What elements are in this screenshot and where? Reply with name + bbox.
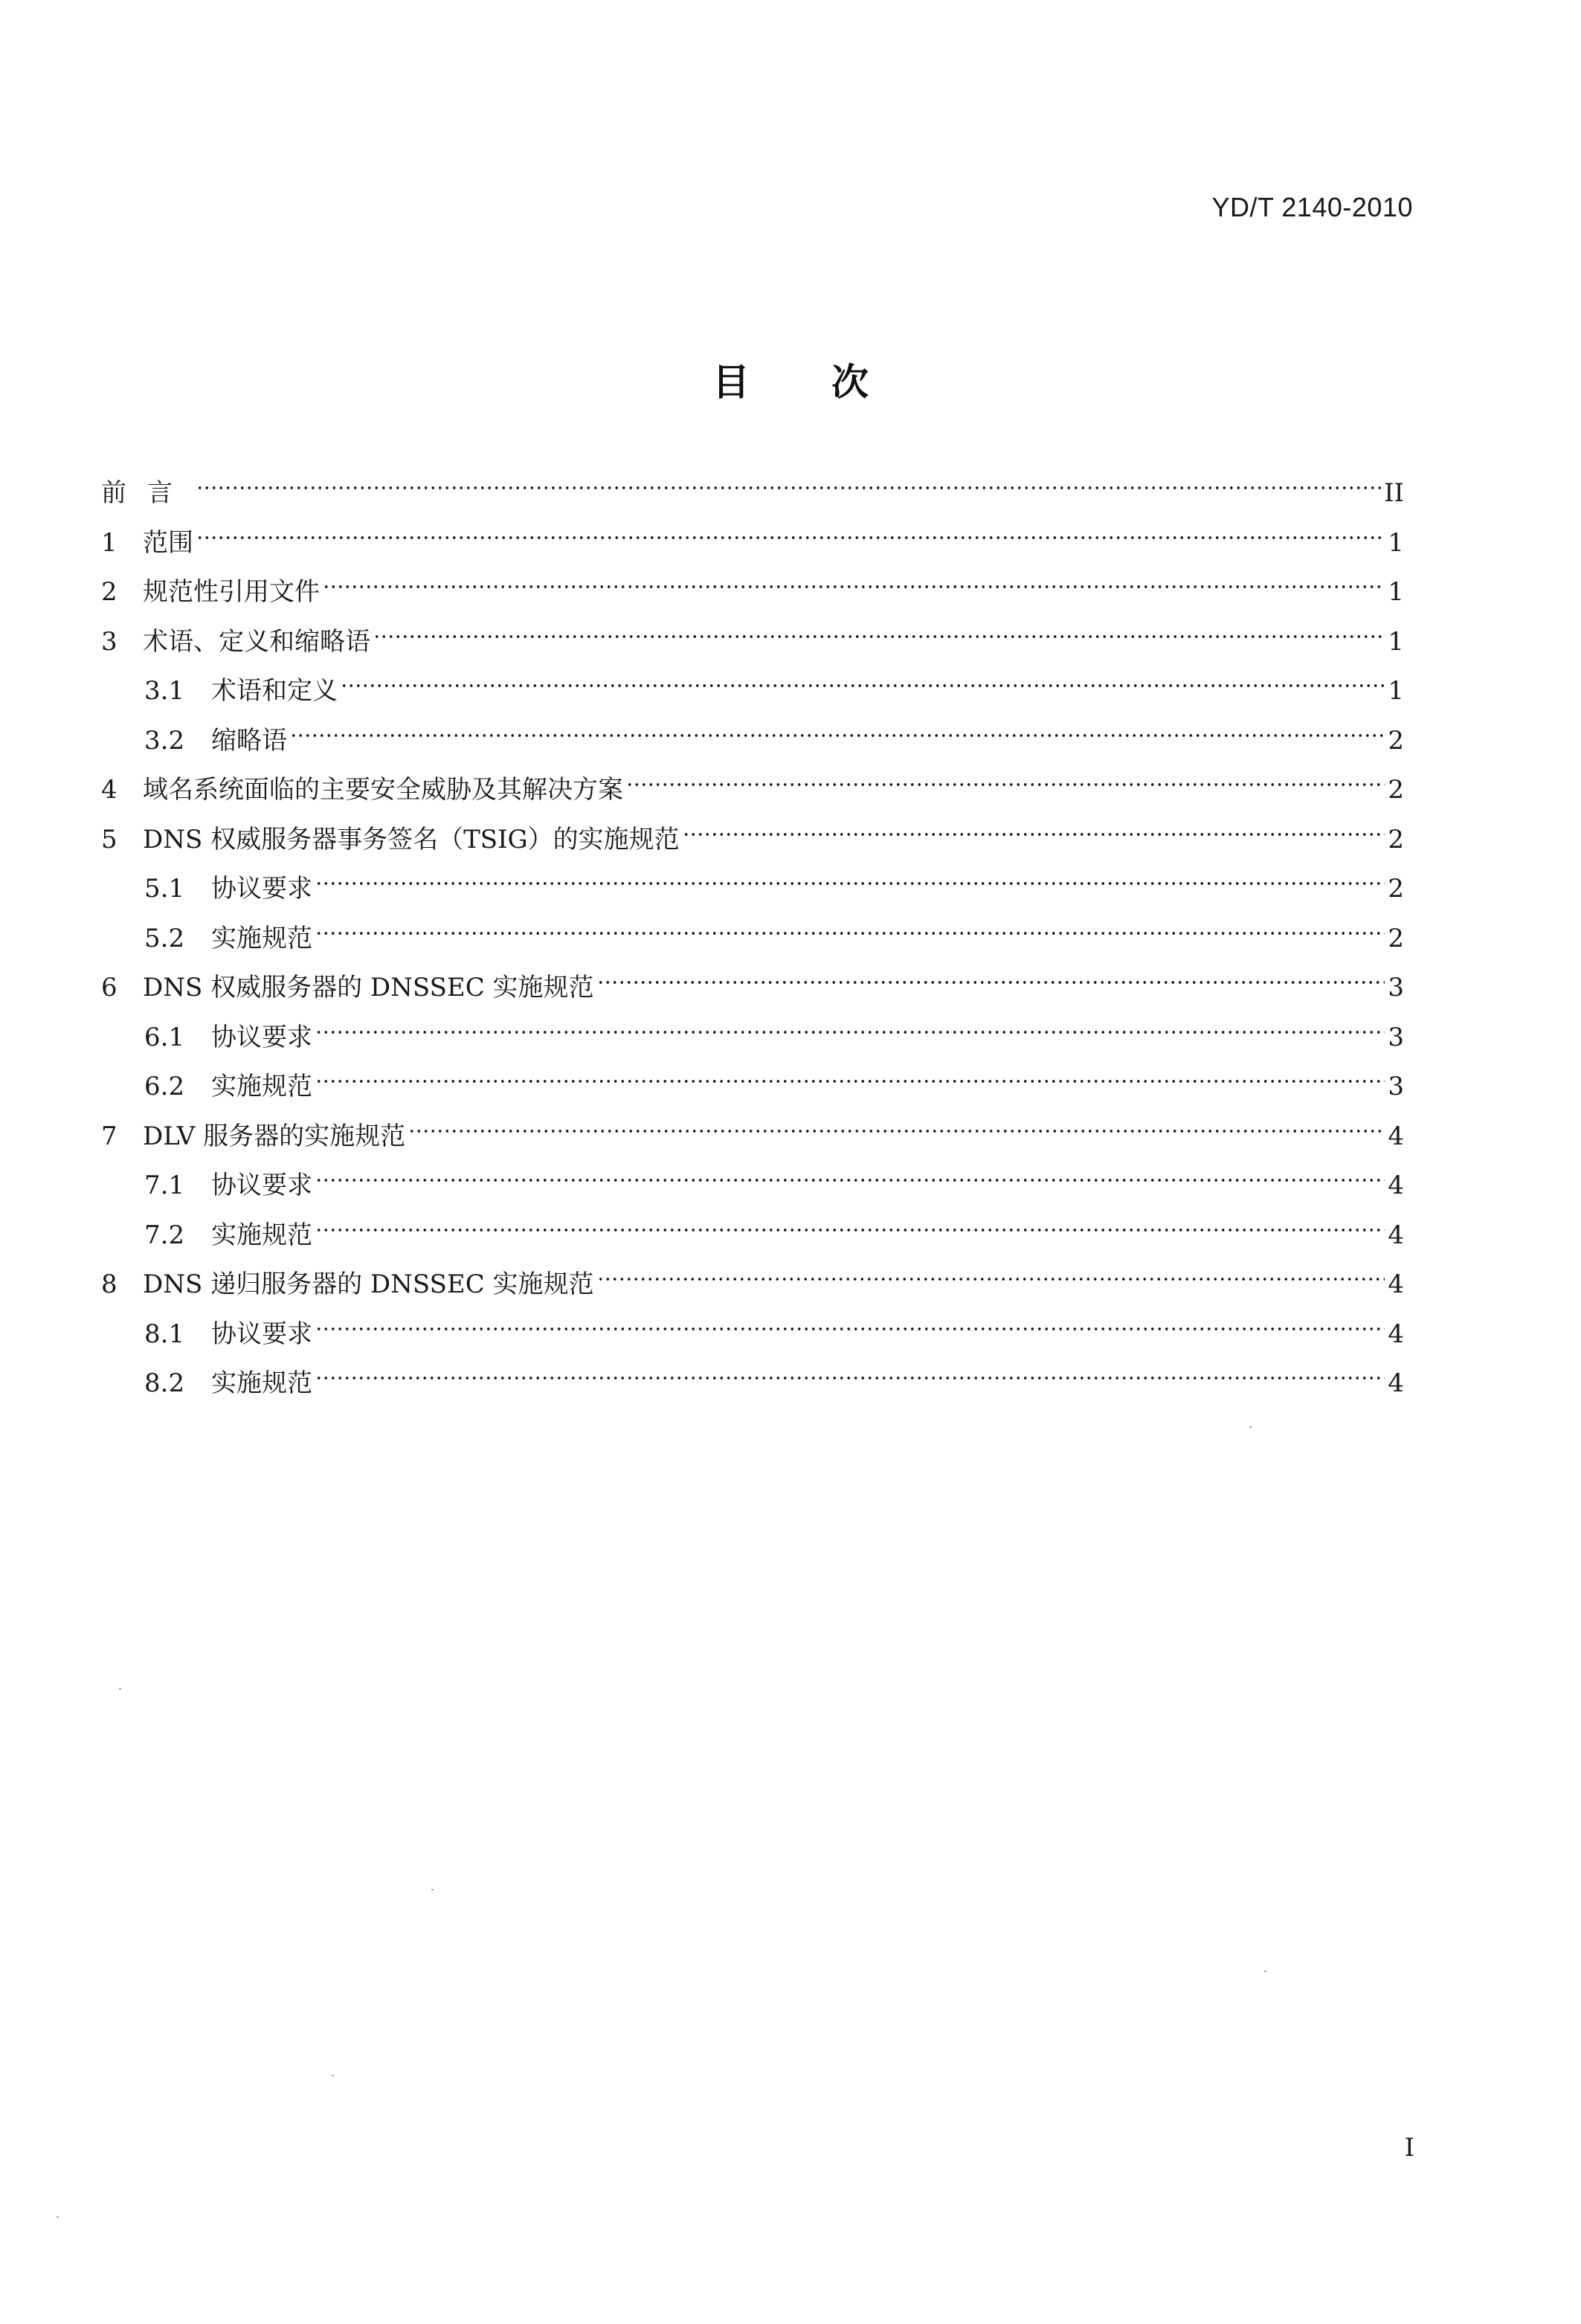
toc-title: 目次 bbox=[712, 360, 950, 404]
toc-entry-title: 前言 bbox=[101, 478, 193, 508]
toc-entry-page: 2 bbox=[1388, 923, 1404, 953]
toc-entry-title: 协议要求 bbox=[211, 1171, 312, 1200]
toc-entry-title: 协议要求 bbox=[211, 1022, 312, 1052]
toc-entry-number: 5.1 bbox=[144, 874, 185, 904]
toc-entry[interactable] bbox=[101, 518, 1404, 568]
toc-entry-number: 3.2 bbox=[144, 725, 185, 756]
toc-entry[interactable] bbox=[101, 469, 1404, 518]
toc-entry-number: 5.2 bbox=[144, 923, 185, 953]
toc-entry-number: 2 bbox=[101, 577, 117, 607]
toc-entry-number: 1 bbox=[101, 527, 117, 558]
toc-entry-title: 实施规范 bbox=[211, 1072, 312, 1101]
toc-entry-title: DNS 权威服务器的 DNSSEC 实施规范 bbox=[143, 973, 594, 1002]
toc-entry-number: 7.2 bbox=[144, 1220, 185, 1250]
toc-entry-number: 7.1 bbox=[144, 1171, 185, 1200]
toc-entry-title: 规范性引用文件 bbox=[143, 577, 320, 607]
toc-entry[interactable] bbox=[101, 567, 1404, 617]
toc-entry-page: II bbox=[1384, 478, 1404, 508]
toc-entry-page: 2 bbox=[1388, 874, 1404, 904]
scan-speck bbox=[1249, 1426, 1252, 1428]
scan-speck bbox=[57, 2216, 59, 2218]
toc-entry-page: 1 bbox=[1388, 577, 1404, 607]
toc-entry-title: 实施规范 bbox=[211, 923, 312, 953]
dot-leader bbox=[626, 777, 1385, 792]
toc-entry-page: 2 bbox=[1388, 775, 1404, 805]
toc-entry-title: 实施规范 bbox=[211, 1368, 312, 1398]
standard-code: YD/T 2140-2010 bbox=[1211, 192, 1413, 222]
toc-entry-number: 5 bbox=[101, 824, 117, 854]
toc-entry-page: 4 bbox=[1388, 1171, 1404, 1200]
dot-leader bbox=[315, 876, 1385, 891]
scan-speck bbox=[431, 1889, 434, 1890]
toc-entry-page: 3 bbox=[1388, 1072, 1404, 1101]
dot-leader bbox=[315, 1371, 1385, 1385]
toc-entry-number: 6.1 bbox=[144, 1022, 185, 1052]
dot-leader bbox=[315, 1223, 1385, 1237]
toc-entry-page: 1 bbox=[1388, 527, 1404, 558]
toc-entry-number: 7 bbox=[101, 1121, 117, 1151]
toc-entry-number: 6 bbox=[101, 973, 117, 1002]
toc-entry-page: 3 bbox=[1388, 973, 1404, 1002]
toc-entry-number: 3 bbox=[101, 626, 117, 657]
dot-leader bbox=[341, 678, 1385, 693]
dot-leader bbox=[315, 1173, 1385, 1188]
toc-entry[interactable] bbox=[101, 864, 1404, 914]
dot-leader bbox=[597, 1272, 1385, 1287]
toc-entry-title: 范围 bbox=[143, 527, 193, 558]
toc-entry[interactable] bbox=[101, 716, 1404, 766]
scan-speck bbox=[1264, 1971, 1266, 1972]
toc-entry-page: 2 bbox=[1388, 725, 1404, 756]
toc-entry-title: 术语和定义 bbox=[211, 676, 338, 706]
toc-entry-page: 4 bbox=[1388, 1368, 1404, 1398]
toc-entry-page: 4 bbox=[1388, 1220, 1404, 1250]
toc-entry-title: 缩略语 bbox=[211, 725, 287, 756]
toc-entry-title: DNS 权威服务器事务签名（TSIG）的实施规范 bbox=[143, 824, 680, 854]
toc-entry[interactable] bbox=[101, 1013, 1404, 1063]
toc-entry-title: 域名系统面临的主要安全威胁及其解决方案 bbox=[143, 775, 623, 805]
scan-speck bbox=[119, 1688, 121, 1690]
toc-entry-page: 4 bbox=[1388, 1269, 1404, 1299]
toc-entry[interactable] bbox=[101, 1112, 1404, 1162]
toc-entry[interactable] bbox=[101, 914, 1404, 964]
dot-leader bbox=[323, 579, 1385, 594]
toc-entry[interactable] bbox=[101, 1310, 1404, 1359]
toc-entry-page: 4 bbox=[1388, 1319, 1404, 1349]
table-of-contents bbox=[101, 469, 1404, 1409]
toc-entry[interactable] bbox=[101, 1359, 1404, 1409]
dot-leader bbox=[597, 975, 1385, 990]
toc-entry-number: 4 bbox=[101, 775, 117, 805]
toc-entry[interactable] bbox=[101, 1211, 1404, 1261]
dot-leader bbox=[196, 530, 1385, 545]
toc-entry-title: 协议要求 bbox=[211, 1319, 312, 1349]
toc-entry[interactable] bbox=[101, 963, 1404, 1013]
toc-entry-number: 3.1 bbox=[144, 676, 185, 706]
toc-entry-page: 2 bbox=[1388, 824, 1404, 854]
dot-leader bbox=[683, 827, 1385, 842]
toc-entry-title: 实施规范 bbox=[211, 1220, 312, 1250]
dot-leader bbox=[196, 480, 1381, 495]
toc-entry-page: 3 bbox=[1388, 1022, 1404, 1052]
dot-leader bbox=[290, 728, 1385, 743]
toc-entry-title: DNS 递归服务器的 DNSSEC 实施规范 bbox=[143, 1269, 594, 1299]
toc-entry-title: DLV 服务器的实施规范 bbox=[143, 1121, 406, 1151]
toc-entry-title: 协议要求 bbox=[211, 874, 312, 904]
dot-leader bbox=[408, 1124, 1385, 1139]
dot-leader bbox=[315, 926, 1385, 941]
toc-entry-page: 4 bbox=[1388, 1121, 1404, 1151]
toc-entry[interactable] bbox=[101, 1260, 1404, 1310]
toc-entry[interactable] bbox=[101, 617, 1404, 667]
dot-leader bbox=[315, 1322, 1385, 1336]
scan-speck bbox=[332, 2075, 334, 2076]
toc-entry[interactable] bbox=[101, 765, 1404, 815]
toc-entry-page: 1 bbox=[1388, 676, 1404, 706]
dot-leader bbox=[315, 1074, 1385, 1089]
toc-entry[interactable] bbox=[101, 815, 1404, 865]
toc-entry-title: 术语、定义和缩略语 bbox=[143, 626, 370, 657]
toc-entry[interactable] bbox=[101, 666, 1404, 716]
toc-entry-number: 8.1 bbox=[144, 1319, 185, 1349]
toc-entry-page: 1 bbox=[1388, 626, 1404, 657]
toc-entry[interactable] bbox=[101, 1161, 1404, 1211]
toc-entry[interactable] bbox=[101, 1062, 1404, 1112]
dot-leader bbox=[315, 1025, 1385, 1040]
toc-entry-number: 8.2 bbox=[144, 1368, 185, 1398]
toc-entry-number: 8 bbox=[101, 1269, 117, 1299]
page-number: I bbox=[1404, 2133, 1414, 2163]
dot-leader bbox=[373, 629, 1385, 644]
toc-entry-number: 6.2 bbox=[144, 1072, 185, 1101]
